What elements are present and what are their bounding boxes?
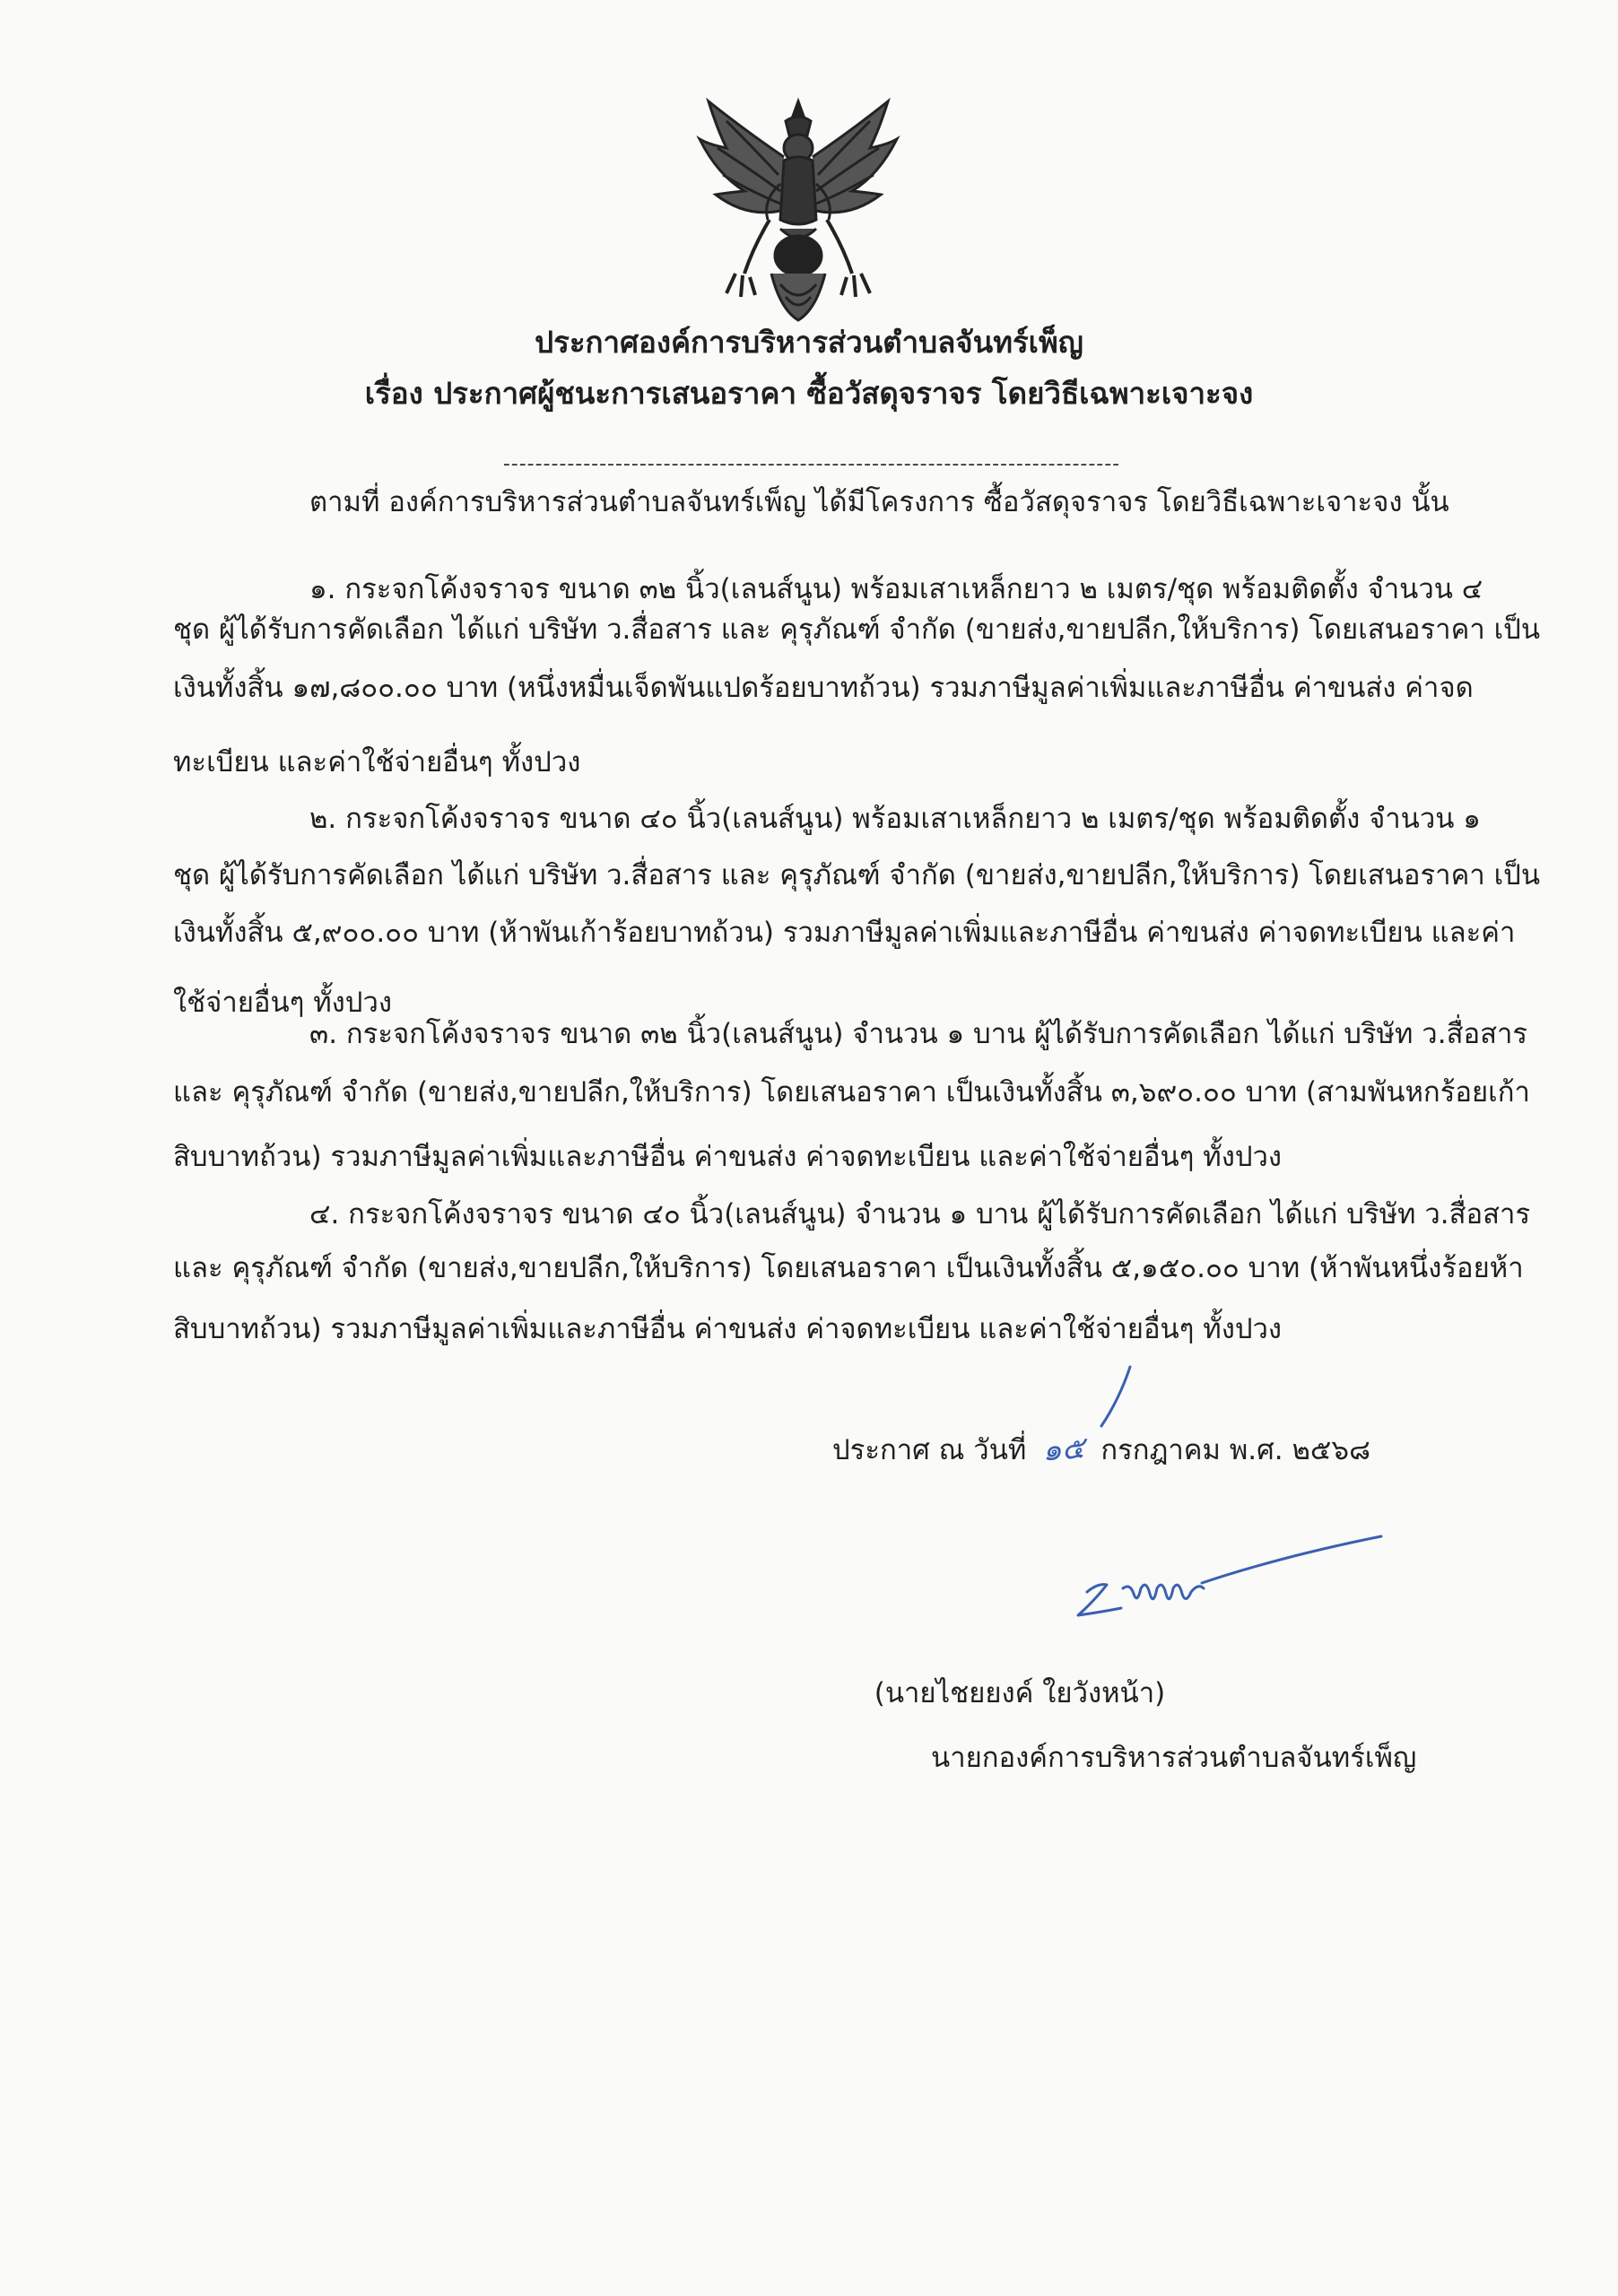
signer-title: นายกองค์การบริหารส่วนตำบลจันทร์เพ็ญ: [931, 1742, 1417, 1774]
item-1-line-2: ชุด ผู้ได้รับการคัดเลือก ได้แก่ บริษัท ว.สื่อสาร และ คุรุภัณฑ์ จำกัด (ขายส่ง,ขายปลีก,ให้บริการ) โดยเสนอราคา เป็น: [173, 613, 1541, 646]
date-suffix: กรกฎาคม พ.ศ. ๒๕๖๘: [1100, 1434, 1370, 1466]
item-2-line-1: ๒. กระจกโค้งจราจร ขนาด ๔๐ นิ้ว(เลนส์นูน) พร้อมเสาเหล็กยาว ๒ เมตร/ชุด พร้อมติดตั้ง จำนวน ๑: [309, 803, 1481, 835]
announcement-date: [832, 1431, 1370, 1468]
item-4-line-1: ๔. กระจกโค้งจราจร ขนาด ๔๐ นิ้ว(เลนส์นูน) จำนวน ๑ บาน ผู้ได้รับการคัดเลือก ได้แก่ บริษัท ว.สื่อสาร: [309, 1198, 1531, 1231]
item-3-line-2: และ คุรุภัณฑ์ จำกัด (ขายส่ง,ขายปลีก,ให้บริการ) โดยเสนอราคา เป็นเงินทั้งสิ้น ๓,๖๙๐.๐๐ บาท (สามพันหกร้อยเก้า: [173, 1076, 1530, 1109]
announcement-title: ประกาศองค์การบริหารส่วนตำบลจันทร์เพ็ญ: [535, 325, 1083, 360]
item-1-line-3: เงินทั้งสิ้น ๑๗,๘๐๐.๐๐ บาท (หนึ่งหมื่นเจ็ดพันแปดร้อยบาทถ้วน) รวมภาษีมูลค่าเพิ่มและภาษีอื่น ค่าขนส่ง ค่าจด: [173, 672, 1474, 704]
garuda-emblem-icon: [691, 94, 906, 327]
announcement-subject: เรื่อง ประกาศผู้ชนะการเสนอราคา ซื้อวัสดุจราจร โดยวิธีเฉพาะเจาะจง: [364, 376, 1254, 411]
signer-name: (นายไชยยงค์ ใยวังหน้า): [874, 1677, 1166, 1709]
date-day-handwritten: ๑๕: [1040, 1430, 1086, 1469]
item-2-line-4: ใช้จ่ายอื่นๆ ทั้งปวง: [173, 987, 393, 1019]
item-3-line-3: สิบบาทถ้วน) รวมภาษีมูลค่าเพิ่มและภาษีอื่น ค่าขนส่ง ค่าจดทะเบียน และค่าใช้จ่ายอื่นๆ ทั้งปวง: [173, 1141, 1283, 1173]
item-4-line-3: สิบบาทถ้วน) รวมภาษีมูลค่าเพิ่มและภาษีอื่น ค่าขนส่ง ค่าจดทะเบียน และค่าใช้จ่ายอื่นๆ ทั้งปวง: [173, 1313, 1283, 1345]
title-divider: -----------------------------------------------------------------------------: [502, 453, 1121, 475]
item-3-line-1: ๓. กระจกโค้งจราจร ขนาด ๓๒ นิ้ว(เลนส์นูน) จำนวน ๑ บาน ผู้ได้รับการคัดเลือก ได้แก่ บริษัท ว.สื่อสาร: [309, 1018, 1528, 1050]
item-1-line-1: ๑. กระจกโค้งจราจร ขนาด ๓๒ นิ้ว(เลนส์นูน) พร้อมเสาเหล็กยาว ๒ เมตร/ชุด พร้อมติดตั้ง จำนวน ๔: [309, 573, 1483, 605]
item-2-line-2: ชุด ผู้ได้รับการคัดเลือก ได้แก่ บริษัท ว.สื่อสาร และ คุรุภัณฑ์ จำกัด (ขายส่ง,ขายปลีก,ให้บริการ) โดยเสนอราคา เป็น: [173, 859, 1541, 891]
item-2-line-3: เงินทั้งสิ้น ๕,๙๐๐.๐๐ บาท (ห้าพันเก้าร้อยบาทถ้วน) รวมภาษีมูลค่าเพิ่มและภาษีอื่น ค่าขนส่ง ค่าจดทะเบียน และค่า: [173, 917, 1516, 949]
intro-paragraph: ตามที่ องค์การบริหารส่วนตำบลจันทร์เพ็ญ ได้มีโครงการ ซื้อวัสดุจราจร โดยวิธีเฉพาะเจาะจง นั้น: [309, 486, 1449, 518]
date-prefix: ประกาศ ณ วันที่: [832, 1434, 1027, 1466]
item-4-line-2: และ คุรุภัณฑ์ จำกัด (ขายส่ง,ขายปลีก,ให้บริการ) โดยเสนอราคา เป็นเงินทั้งสิ้น ๕,๑๕๐.๐๐ บาท (ห้าพันหนึ่งร้อยห้า: [173, 1252, 1524, 1284]
handwritten-signature-icon: [1067, 1529, 1390, 1637]
item-1-line-4: ทะเบียน และค่าใช้จ่ายอื่นๆ ทั้งปวง: [173, 746, 581, 778]
